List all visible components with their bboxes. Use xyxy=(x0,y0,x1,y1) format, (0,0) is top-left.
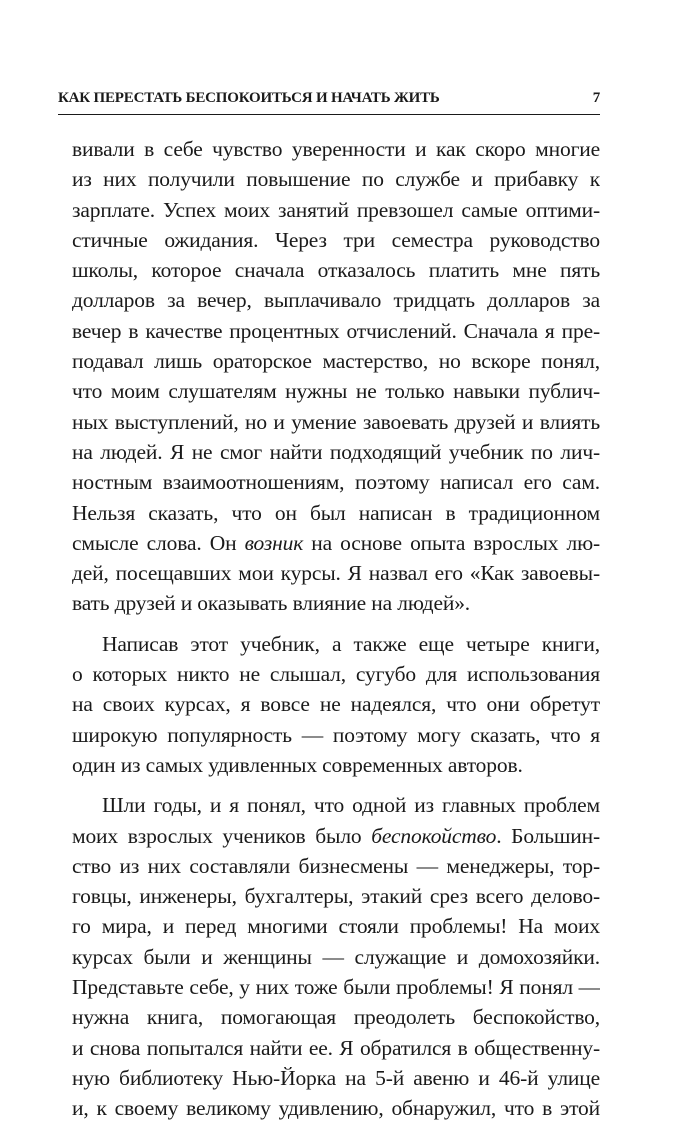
text-line: вивали в себе чувство уверенности и как скоро многие xyxy=(72,137,600,161)
running-title: КАК ПЕРЕСТАТЬ БЕСПОКОИТЬСЯ И НАЧАТЬ ЖИТЬ xyxy=(58,90,440,106)
text-line: широкую популярность — поэтому могу сказать, что я xyxy=(72,722,600,747)
text-line: дей, посещавших мои курсы. Я назвал его «Как завоевы- xyxy=(72,561,600,586)
text-line: вечер в качестве процентных отчислений. Сначала я пре- xyxy=(72,318,600,343)
text-line xyxy=(72,528,600,558)
text-line: и снова попытался найти ее. Я обратился в общественну- xyxy=(72,1035,600,1060)
italic-word: беспокойство xyxy=(371,823,497,848)
text-line: на своих курсах, я вовсе не надеялся, что они обретут xyxy=(72,692,600,717)
text-line: что моим слушателям нужны не только навыки публич- xyxy=(72,379,600,404)
text-line: го мира, и перед многими стояли проблемы! На моих xyxy=(72,914,600,939)
header-rule xyxy=(58,114,600,115)
text-line: Нельзя сказать, что он был написан в традиционном xyxy=(72,500,600,525)
paragraph-3 xyxy=(72,790,600,1123)
text-line: один из самых удивленных современных авторов. xyxy=(72,752,523,777)
text-line: зарплате. Успех моих занятий превзошел самые оптими- xyxy=(72,197,600,222)
text-line: ных выступлений, но и умение завоевать друзей и влиять xyxy=(72,409,600,434)
text-line: из них получили повышение по службе и прибавку к xyxy=(72,167,600,192)
text-line: вать друзей и оказывать влияние на людей». xyxy=(72,591,471,616)
text-segment: моих взрослых учеников было xyxy=(72,823,372,848)
body-text xyxy=(72,134,600,1124)
text-line: долларов за вечер, выплачивало тридцать долларов за xyxy=(72,288,600,313)
text-line: Шли годы, и я понял, что одной из главных проблем xyxy=(102,793,600,818)
text-line: нужна книга, помогающая преодолеть беспокойство, xyxy=(72,1005,600,1030)
page-number: 7 xyxy=(592,90,600,106)
italic-word: возник xyxy=(244,530,304,555)
running-header xyxy=(58,90,600,107)
text-line: ство из них составляли бизнесмены — менеджеры, тор- xyxy=(72,853,600,878)
text-line: стичные ожидания. Через три семестра руководство xyxy=(72,227,600,252)
text-segment: смысле слова. Он xyxy=(72,530,245,555)
text-line: школы, которое сначала отказалось платить мне пять xyxy=(72,258,600,283)
text-line: о которых никто не слышал, сугубо для использования xyxy=(72,662,600,687)
text-line: Написав этот учебник, а также еще четыре книги, xyxy=(102,631,600,656)
text-line: и, к своему великому удивлению, обнаружил, что в этой xyxy=(72,1096,600,1121)
text-line: подавал лишь ораторское мастерство, но вскоре понял, xyxy=(72,349,600,374)
paragraph-1 xyxy=(72,134,600,619)
text-line: курсах были и женщины — служащие и домохозяйки. xyxy=(72,944,600,969)
text-line: говцы, инженеры, бухгалтеры, этакий срез всего делово- xyxy=(72,884,600,909)
text-line: ностным взаимоотношениям, поэтому написал его сам. xyxy=(72,470,600,495)
text-segment: на основе опыта взрослых лю- xyxy=(303,530,600,555)
text-segment: . Большин- xyxy=(496,823,600,848)
text-line: на людей. Я не смог найти подходящий учебник по лич- xyxy=(72,439,600,464)
text-line: ную библиотеку Нью-Йорка на 5-й авеню и 46-й улице xyxy=(72,1065,600,1090)
paragraph-2 xyxy=(72,629,600,780)
text-line xyxy=(72,821,600,851)
text-line: Представьте себе, у них тоже были проблемы! Я понял — xyxy=(72,975,600,1000)
